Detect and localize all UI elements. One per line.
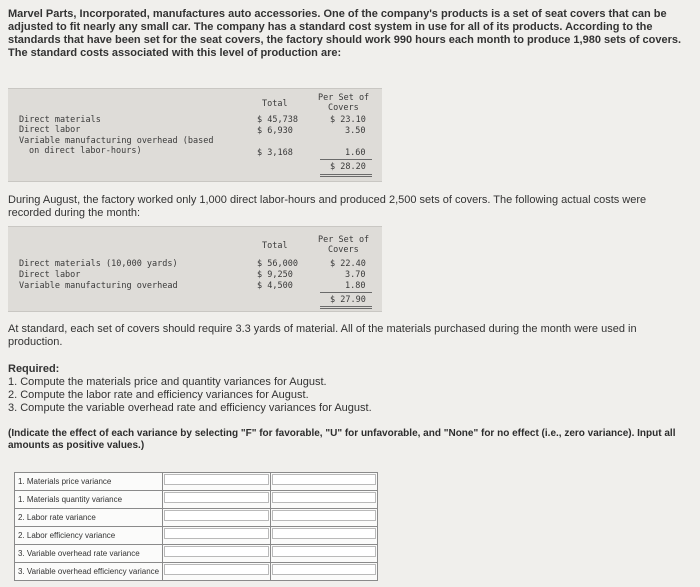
variance-amount-input[interactable] [164, 564, 268, 575]
variance-effect-select[interactable] [272, 492, 376, 503]
variance-label: 2. Labor efficiency variance [15, 527, 163, 545]
variance-amount-cell[interactable] [163, 473, 270, 491]
standard-cost-table [8, 88, 382, 182]
row-total: $ 6,930 [257, 126, 293, 136]
row-total: $ 45,738 [257, 115, 298, 125]
variance-label: 3. Variable overhead efficiency variance [15, 563, 163, 581]
double-rule [320, 174, 372, 175]
august-paragraph: During August, the factory worked only 1,000 direct labor-hours and produced 2,500 sets of covers. The following actual costs were recorded during the month: [8, 194, 647, 219]
standard-paragraph: At standard, each set of covers should require 3.3 yards of material. All of the materials purchased during the month were used in production. [8, 323, 637, 348]
variance-label: 1. Materials quantity variance [15, 491, 163, 509]
variance-label: 1. Materials price variance [15, 473, 163, 491]
row-label-cont: on direct labor-hours) [29, 146, 142, 156]
row-per-set: 1.60 [345, 148, 366, 158]
required-item: 1. Compute the materials price and quantity variances for August. [8, 376, 327, 388]
variance-effect-cell[interactable] [270, 527, 377, 545]
double-rule [320, 306, 372, 307]
sum-per-set: $ 28.20 [330, 162, 366, 172]
double-rule [320, 308, 372, 309]
double-rule [320, 176, 372, 177]
variance-amount-input[interactable] [164, 546, 268, 557]
col-header-covers: Covers [328, 103, 359, 113]
row-per-set: 1.80 [345, 281, 366, 291]
table-row [15, 491, 378, 509]
variance-label: 2. Labor rate variance [15, 509, 163, 527]
variance-effect-cell[interactable] [270, 563, 377, 581]
variance-effect-select[interactable] [272, 528, 376, 539]
variance-effect-cell[interactable] [270, 509, 377, 527]
col-header-per-set: Per Set of [318, 235, 370, 245]
variance-amount-cell[interactable] [163, 527, 270, 545]
variance-effect-select[interactable] [272, 474, 376, 485]
required-section [8, 363, 692, 415]
answer-table [14, 472, 378, 581]
intro-paragraph: Marvel Parts, Incorporated, manufactures auto accessories. One of the company's products is a set of seat covers that can be adjusted to fit nearly any small car. The company has a standard cost system in use for all of its products. According to the standards that have been set for the seat covers, the factory should work 990 hours each month to produce 1,980 sets of covers. The standard costs associated with this level of production are: [8, 8, 682, 59]
table-row [15, 563, 378, 581]
table-row [15, 545, 378, 563]
row-total: $ 9,250 [257, 270, 293, 280]
row-total: $ 4,500 [257, 281, 293, 291]
row-per-set: $ 22.40 [330, 259, 366, 269]
table-row [15, 527, 378, 545]
variance-effect-select[interactable] [272, 546, 376, 557]
row-label: Direct materials [19, 115, 101, 125]
variance-amount-input[interactable] [164, 492, 268, 503]
row-label: Direct labor [19, 125, 81, 135]
variance-effect-select[interactable] [272, 564, 376, 575]
required-item: 2. Compute the labor rate and efficiency variances for August. [8, 389, 309, 401]
variance-effect-cell[interactable] [270, 545, 377, 563]
variance-amount-cell[interactable] [163, 491, 270, 509]
sum-per-set: $ 27.90 [330, 295, 366, 305]
variance-effect-cell[interactable] [270, 473, 377, 491]
row-per-set: 3.70 [345, 270, 366, 280]
actual-cost-table [8, 226, 382, 312]
variance-label: 3. Variable overhead rate variance [15, 545, 163, 563]
required-heading: Required: [8, 363, 60, 375]
variance-amount-input[interactable] [164, 528, 268, 539]
row-label: Variable manufacturing overhead (based [19, 136, 214, 146]
table-row [15, 473, 378, 491]
variance-amount-input[interactable] [164, 510, 268, 521]
col-header-per-set: Per Set of [318, 93, 370, 103]
row-per-set: $ 23.10 [330, 115, 366, 125]
table-row [15, 509, 378, 527]
variance-effect-select[interactable] [272, 510, 376, 521]
variance-effect-cell[interactable] [270, 491, 377, 509]
row-total: $ 3,168 [257, 148, 293, 158]
variance-amount-cell[interactable] [163, 563, 270, 581]
sum-rule [320, 292, 372, 293]
row-total: $ 56,000 [257, 259, 298, 269]
col-header-total: Total [262, 99, 288, 109]
variance-amount-input[interactable] [164, 474, 268, 485]
col-header-covers: Covers [328, 245, 359, 255]
row-label: Direct labor [19, 270, 81, 280]
variance-amount-cell[interactable] [163, 545, 270, 563]
instruction-text: (Indicate the effect of each variance by selecting "F" for favorable, "U" for unfavorable, and "None" for no effect (i.e., zero variance). Input all amounts as positive values.) [8, 428, 676, 451]
row-label: Variable manufacturing overhead [19, 281, 178, 291]
required-item: 3. Compute the variable overhead rate and efficiency variances for August. [8, 402, 372, 414]
row-label: Direct materials (10,000 yards) [19, 259, 178, 269]
row-per-set: 3.50 [345, 126, 366, 136]
sum-rule [320, 159, 372, 160]
variance-amount-cell[interactable] [163, 509, 270, 527]
col-header-total: Total [262, 241, 288, 251]
